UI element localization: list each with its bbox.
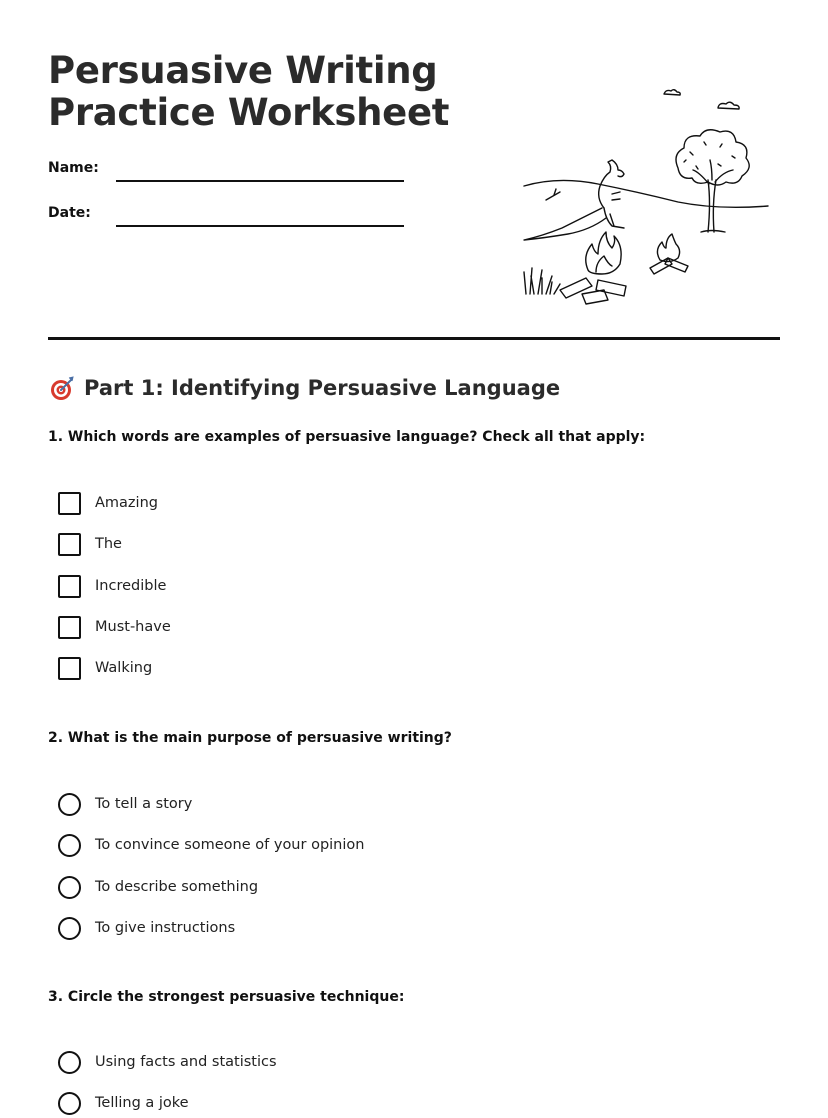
- option-label: Amazing: [95, 495, 158, 511]
- name-field[interactable]: [116, 180, 404, 182]
- q3-option-2[interactable]: [58, 1091, 189, 1115]
- question-3: 3. Circle the strongest persuasive technique:: [48, 989, 405, 1005]
- checkbox[interactable]: [58, 616, 81, 639]
- target-icon: [48, 374, 76, 402]
- q2-option-1[interactable]: [58, 792, 192, 816]
- title-line-1: Persuasive Writing: [48, 49, 438, 92]
- checkbox[interactable]: [58, 575, 81, 598]
- q3-option-1[interactable]: [58, 1050, 277, 1074]
- outback-scene-illustration: [518, 80, 774, 312]
- q1-option-4[interactable]: [58, 615, 171, 639]
- option-label: Using facts and statistics: [95, 1054, 277, 1070]
- q1-option-1[interactable]: [58, 491, 158, 515]
- q2-option-4[interactable]: [58, 916, 235, 940]
- q2-option-2[interactable]: [58, 833, 364, 857]
- name-label: Name:: [48, 160, 99, 176]
- question-2: 2. What is the main purpose of persuasive writing?: [48, 730, 452, 746]
- date-field[interactable]: [116, 225, 404, 227]
- option-label: Telling a joke: [95, 1095, 189, 1111]
- option-label: To tell a story: [95, 796, 193, 812]
- option-label: To describe something: [95, 879, 259, 895]
- checkbox[interactable]: [58, 657, 81, 680]
- option-label: Walking: [95, 660, 153, 676]
- radio-button[interactable]: [58, 917, 81, 940]
- checkbox[interactable]: [58, 492, 81, 515]
- option-label: Incredible: [95, 578, 167, 594]
- question-1: 1. Which words are examples of persuasive language? Check all that apply:: [48, 429, 646, 445]
- q2-option-3[interactable]: [58, 875, 258, 899]
- option-label: The: [95, 536, 122, 552]
- radio-button[interactable]: [58, 793, 81, 816]
- section-divider: [48, 337, 780, 340]
- radio-button[interactable]: [58, 834, 81, 857]
- option-label: To convince someone of your opinion: [95, 837, 365, 853]
- option-label: Must-have: [95, 619, 171, 635]
- part1-title: Part 1: Identifying Persuasive Language: [84, 376, 561, 400]
- title-line-2: Practice Worksheet: [48, 91, 450, 134]
- part1-header: [48, 374, 560, 402]
- radio-button[interactable]: [58, 876, 81, 899]
- date-label: Date:: [48, 205, 91, 221]
- q1-option-3[interactable]: [58, 574, 166, 598]
- radio-button[interactable]: [58, 1051, 81, 1074]
- option-label: To give instructions: [95, 920, 236, 936]
- worksheet-title: [48, 50, 478, 134]
- checkbox[interactable]: [58, 533, 81, 556]
- q1-option-5[interactable]: [58, 656, 152, 680]
- q1-option-2[interactable]: [58, 532, 122, 556]
- radio-button[interactable]: [58, 1092, 81, 1115]
